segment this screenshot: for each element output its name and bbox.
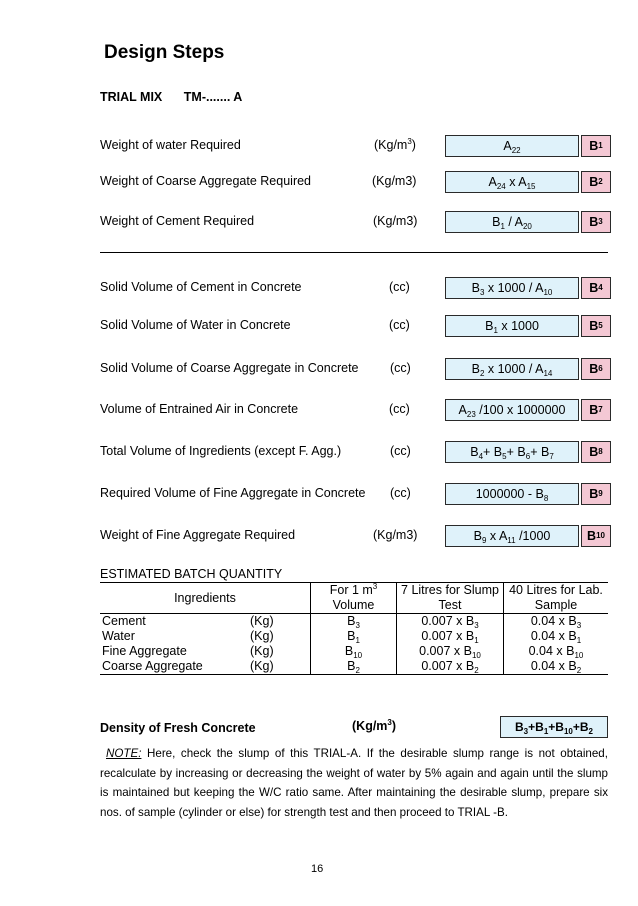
- step-formula: $A_{23}$ /100 x 1000000: [458, 403, 566, 419]
- col-header-for1m3-line2: Volume: [311, 598, 397, 614]
- for1m3-cell: $B_1$: [311, 629, 397, 644]
- step-label: Weight of water Required: [100, 138, 241, 152]
- step-badge: B 5: [581, 315, 611, 337]
- step-formula: $B_1 / A_{20}$: [492, 215, 532, 231]
- for1m3-cell: $B_3$: [311, 614, 397, 630]
- table-row: [100, 614, 608, 630]
- col-header-ingredients: Ingredients: [174, 590, 236, 605]
- ingredient-cell: Coarse Aggregate (Kg): [102, 659, 274, 673]
- step-formula: $B_1$ x 1000: [485, 319, 539, 335]
- slump-cell: 0.007 x $B_2$: [397, 659, 504, 675]
- step-badge: B 2: [581, 171, 611, 193]
- col-header-for1m3: For 1 $m^3$: [311, 583, 397, 599]
- batch-quantity-table: [100, 582, 608, 675]
- step-formula: $1000000 - B_8$: [475, 487, 549, 503]
- lab-cell: 0.04 x $B_2$: [504, 659, 609, 675]
- step-badge: B 7: [581, 399, 611, 421]
- lab-cell: 0.04 x $B_{10}$: [504, 644, 609, 659]
- step-label: Required Volume of Fine Aggregate in Concrete: [100, 486, 366, 500]
- step-unit: (Kg/m3): [372, 174, 417, 188]
- step-badge: B 9: [581, 483, 611, 505]
- ingredient-cell: Fine Aggregate (Kg): [102, 644, 274, 658]
- step-label: Weight of Cement Required: [100, 214, 255, 228]
- step-formula-box: [445, 135, 579, 157]
- slump-cell: 0.007 x $B_{10}$: [397, 644, 504, 659]
- step-unit: $(Kg/m^3)$: [374, 137, 416, 152]
- step-label: Volume of Entrained Air in Concrete: [100, 402, 299, 416]
- trial-mix-line: [100, 90, 242, 104]
- for1m3-cell: $B_2$: [311, 659, 397, 675]
- step-unit: (cc): [390, 444, 411, 458]
- page-number: 16: [311, 863, 324, 875]
- step-formula-box: [445, 171, 579, 193]
- step-formula: $B_4+ B_5+ B_6+ B_7$: [470, 445, 554, 461]
- step-formula-box: [445, 399, 579, 421]
- step-badge: B 10: [581, 525, 611, 547]
- step-badge: B 6: [581, 358, 611, 380]
- for1m3-cell: $B_{10}$: [311, 644, 397, 659]
- step-badge: B 8: [581, 441, 611, 463]
- density-formula: $B_3+B_1+B_{10}+B_2$: [515, 720, 593, 736]
- step-formula-box: [445, 358, 579, 380]
- step-unit: (cc): [389, 318, 410, 332]
- note-label: NOTE:: [106, 747, 142, 760]
- step-unit: (Kg/m3): [373, 528, 418, 542]
- page-title: Design Steps: [104, 42, 225, 63]
- step-formula: $B_9$ x $A_{11}$ /1000: [473, 529, 551, 545]
- slump-cell: 0.007 x $B_3$: [397, 614, 504, 630]
- table-row: [100, 644, 608, 659]
- slump-cell: 0.007 x $B_1$: [397, 629, 504, 644]
- batch-heading: ESTIMATED BATCH QUANTITY: [100, 567, 283, 581]
- note-paragraph: [100, 744, 608, 822]
- step-unit: (cc): [390, 361, 411, 375]
- step-formula-box: [445, 315, 579, 337]
- step-label: Weight of Fine Aggregate Required: [100, 528, 296, 542]
- step-badge: B 1: [581, 135, 611, 157]
- ingredient-cell: Water (Kg): [102, 629, 274, 643]
- step-formula-box: [445, 525, 579, 547]
- step-formula-box: [445, 277, 579, 299]
- step-formula-box: [445, 483, 579, 505]
- step-formula: $B_3$ x $1000 / A_{10}$: [471, 281, 553, 297]
- col-header-lab: 40 Litres for Lab.: [504, 583, 609, 599]
- step-formula-box: [445, 441, 579, 463]
- note-text: Here, check the slump of this TRIAL-A. If the desirable slump range is not obtained, recalculate by increasing or decreasing the weight of water by 5% again and again until the slump is maintained but keeping the W/C ratio same. After maintaining the desirable slump, prepare six nos. of sample (cylinder or else) for strength test and then proceed to TRIAL -B.: [100, 747, 608, 819]
- trial-mix-label: TRIAL MIX: [100, 90, 163, 104]
- density-formula-box: [500, 716, 608, 738]
- step-unit: (Kg/m3): [373, 214, 418, 228]
- step-formula: $B_2$ x $1000 / A_{14}$: [471, 362, 553, 378]
- section-divider: [100, 252, 608, 253]
- step-label: Total Volume of Ingredients (except F. Agg.): [100, 444, 342, 458]
- step-label: Solid Volume of Coarse Aggregate in Concrete: [100, 361, 359, 375]
- step-formula: $A_{24}$ x $A_{15}$: [488, 175, 536, 191]
- col-header-lab-line2: Sample: [504, 598, 609, 614]
- step-formula: $A_{22}$: [503, 139, 521, 155]
- col-header-slump-line2: Test: [397, 598, 504, 614]
- step-unit: (cc): [390, 486, 411, 500]
- table-row: [100, 659, 608, 675]
- lab-cell: 0.04 x $B_3$: [504, 614, 609, 630]
- step-label: Solid Volume of Cement in Concrete: [100, 280, 302, 294]
- trial-mix-code: TM-....... A: [183, 90, 243, 104]
- density-unit: $(Kg/m^3)$: [352, 718, 397, 733]
- step-badge: B 3: [581, 211, 611, 233]
- lab-cell: 0.04 x $B_1$: [504, 629, 609, 644]
- table-row: [100, 629, 608, 644]
- step-badge: B 4: [581, 277, 611, 299]
- density-label: Density of Fresh Concrete: [100, 721, 256, 735]
- step-unit: (cc): [389, 402, 410, 416]
- ingredient-cell: Cement (Kg): [102, 614, 274, 628]
- step-label: Solid Volume of Water in Concrete: [100, 318, 291, 332]
- col-header-slump: 7 Litres for Slump: [397, 583, 504, 599]
- step-unit: (cc): [389, 280, 410, 294]
- step-formula-box: [445, 211, 579, 233]
- step-label: Weight of Coarse Aggregate Required: [100, 174, 312, 188]
